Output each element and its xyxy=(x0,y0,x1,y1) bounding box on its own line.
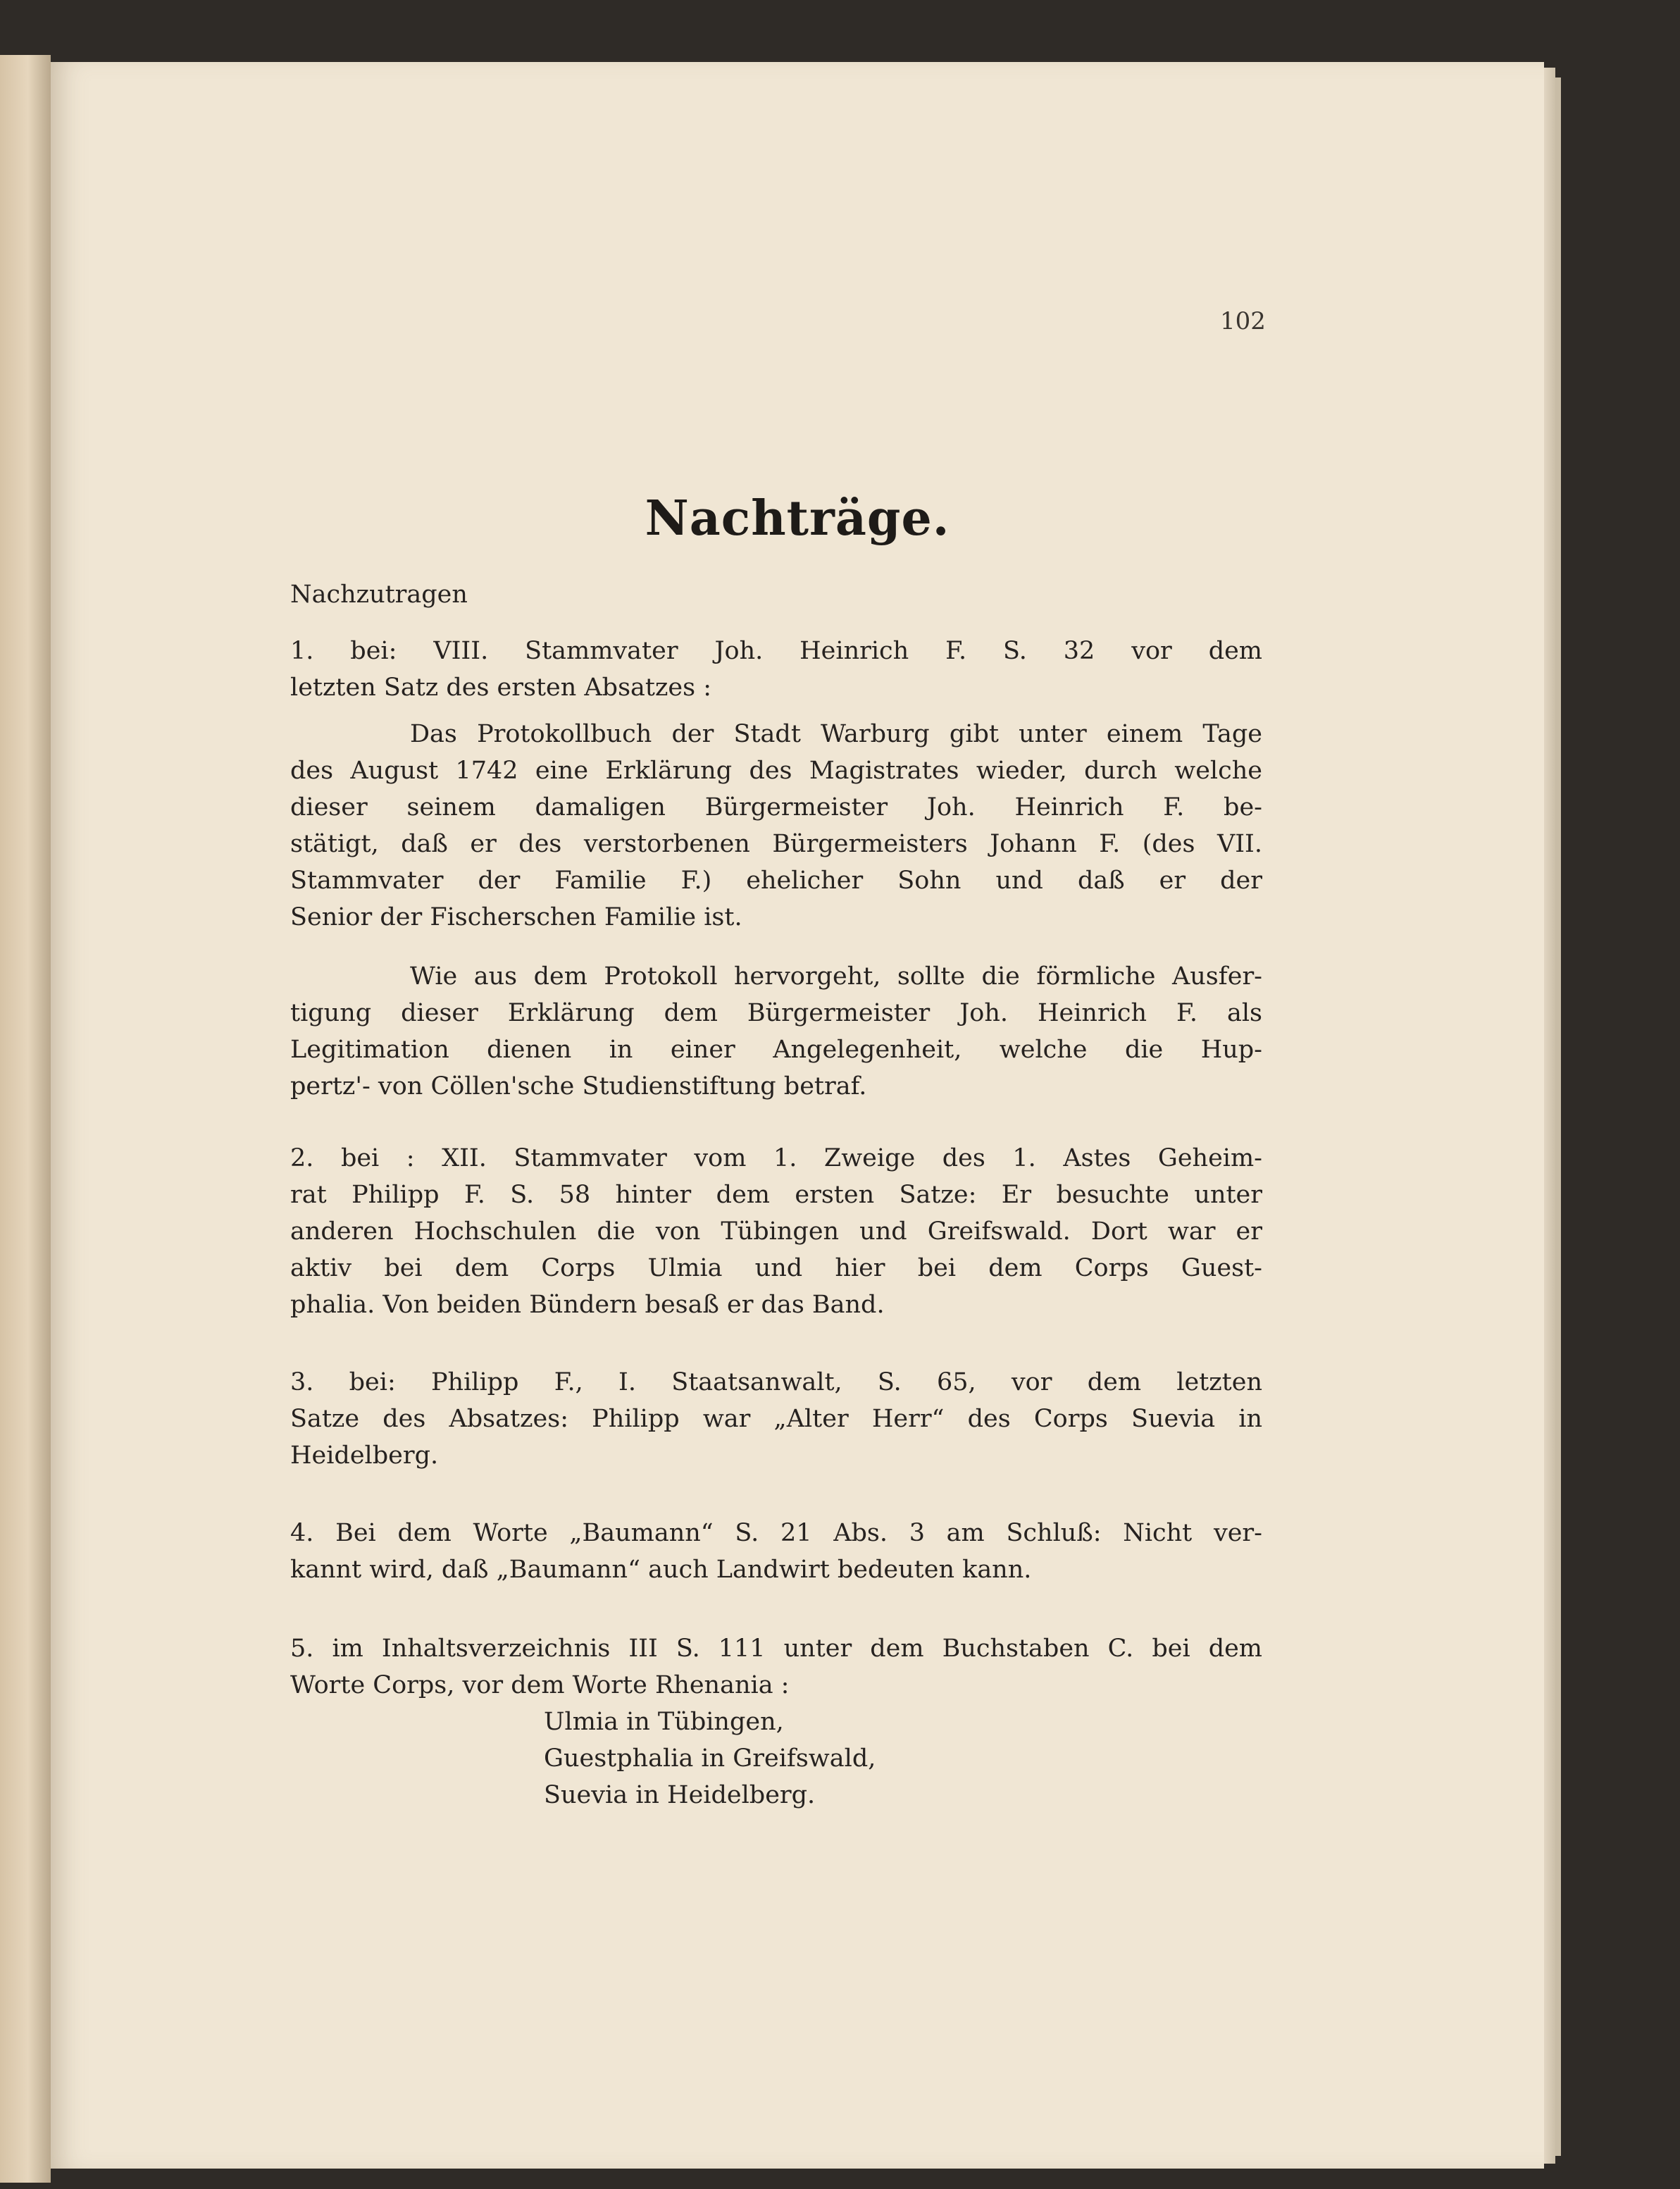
paragraph-1-line: Das Protokollbuch der Stadt Warburg gibt unter einem Tage xyxy=(410,720,1262,748)
paragraph-1-line: stätigt, daß er des verstorbenen Bürgermeisters Johann F. (des VII. xyxy=(290,830,1262,858)
page-number: 102 xyxy=(1220,307,1266,335)
item-2-line: anderen Hochschulen die von Tübingen und Greifswald. Dort war er xyxy=(290,1217,1262,1246)
paragraph-2-line: Wie aus dem Protokoll hervorgeht, sollte die förmliche Ausfer- xyxy=(410,962,1262,991)
item-2-line: aktiv bei dem Corps Ulmia und hier bei dem Corps Guest- xyxy=(290,1254,1262,1282)
page-heading: Nachträge. xyxy=(645,490,950,547)
item-5 xyxy=(290,1630,1262,1704)
item-4 xyxy=(290,1515,1262,1588)
item-2-line: phalia. Von beiden Bündern besaß er das Band. xyxy=(290,1291,885,1319)
item-3-line: Heidelberg. xyxy=(290,1441,439,1470)
item-5-subline: Suevia in Heidelberg. xyxy=(544,1781,816,1809)
book-page xyxy=(51,62,1544,2169)
item-1-line: 1. bei: VIII. Stammvater Joh. Heinrich F. S. 32 vor dem xyxy=(290,637,1262,665)
item-4-line: kannt wird, daß „Baumann“ auch Landwirt bedeuten kann. xyxy=(290,1556,1032,1584)
item-4-line: 4. Bei dem Worte „Baumann“ S. 21 Abs. 3 am Schluß: Nicht ver- xyxy=(290,1519,1262,1547)
item-5-subline: Ulmia in Tübingen, xyxy=(544,1708,784,1736)
page-stack-edge xyxy=(1544,68,1555,2164)
paragraph-2-line: Legitimation dienen in einer Angelegenheit, welche die Hup- xyxy=(290,1036,1262,1064)
paragraph-2-line: tigung dieser Erklärung dem Bürgermeister Joh. Heinrich F. als xyxy=(290,999,1262,1027)
item-5-line: Worte Corps, vor dem Worte Rhenania : xyxy=(290,1671,790,1699)
page-stack-edge xyxy=(1555,77,1561,2156)
facing-page-edge xyxy=(0,55,51,2183)
paragraph-1-line: Stammvater der Familie F.) ehelicher Sohn und daß er der xyxy=(290,867,1262,895)
item-3-line: Satze des Absatzes: Philipp war „Alter Herr“ des Corps Suevia in xyxy=(290,1405,1262,1433)
item-1-line: letzten Satz des ersten Absatzes : xyxy=(290,674,711,702)
intro-text: Nachzutragen xyxy=(290,581,468,609)
item-5-line: 5. im Inhaltsverzeichnis III S. 111 unter dem Buchstaben C. bei dem xyxy=(290,1635,1262,1663)
paragraph-1 xyxy=(290,716,1262,936)
item-2-line: rat Philipp F. S. 58 hinter dem ersten Satze: Er besuchte unter xyxy=(290,1181,1262,1209)
intro-line xyxy=(290,576,1262,613)
item-2-line: 2. bei : XII. Stammvater vom 1. Zweige des 1. Astes Geheim- xyxy=(290,1144,1262,1172)
item-2 xyxy=(290,1140,1262,1323)
paragraph-1-line: Senior der Fischerschen Familie ist. xyxy=(290,903,742,931)
paragraph-2-line: pertz'- von Cöllen'sche Studienstiftung betraf. xyxy=(290,1072,867,1100)
item-5-subline: Guestphalia in Greifswald, xyxy=(544,1744,876,1773)
item-3 xyxy=(290,1364,1262,1474)
item-1 xyxy=(290,633,1262,706)
paragraph-2 xyxy=(290,958,1262,1105)
item-5-sublist xyxy=(544,1704,876,1813)
paragraph-1-line: des August 1742 eine Erklärung des Magistrates wieder, durch welche xyxy=(290,757,1262,785)
paragraph-1-line: dieser seinem damaligen Bürgermeister Joh. Heinrich F. be- xyxy=(290,793,1262,821)
item-3-line: 3. bei: Philipp F., I. Staatsanwalt, S. 65, vor dem letzten xyxy=(290,1368,1262,1396)
